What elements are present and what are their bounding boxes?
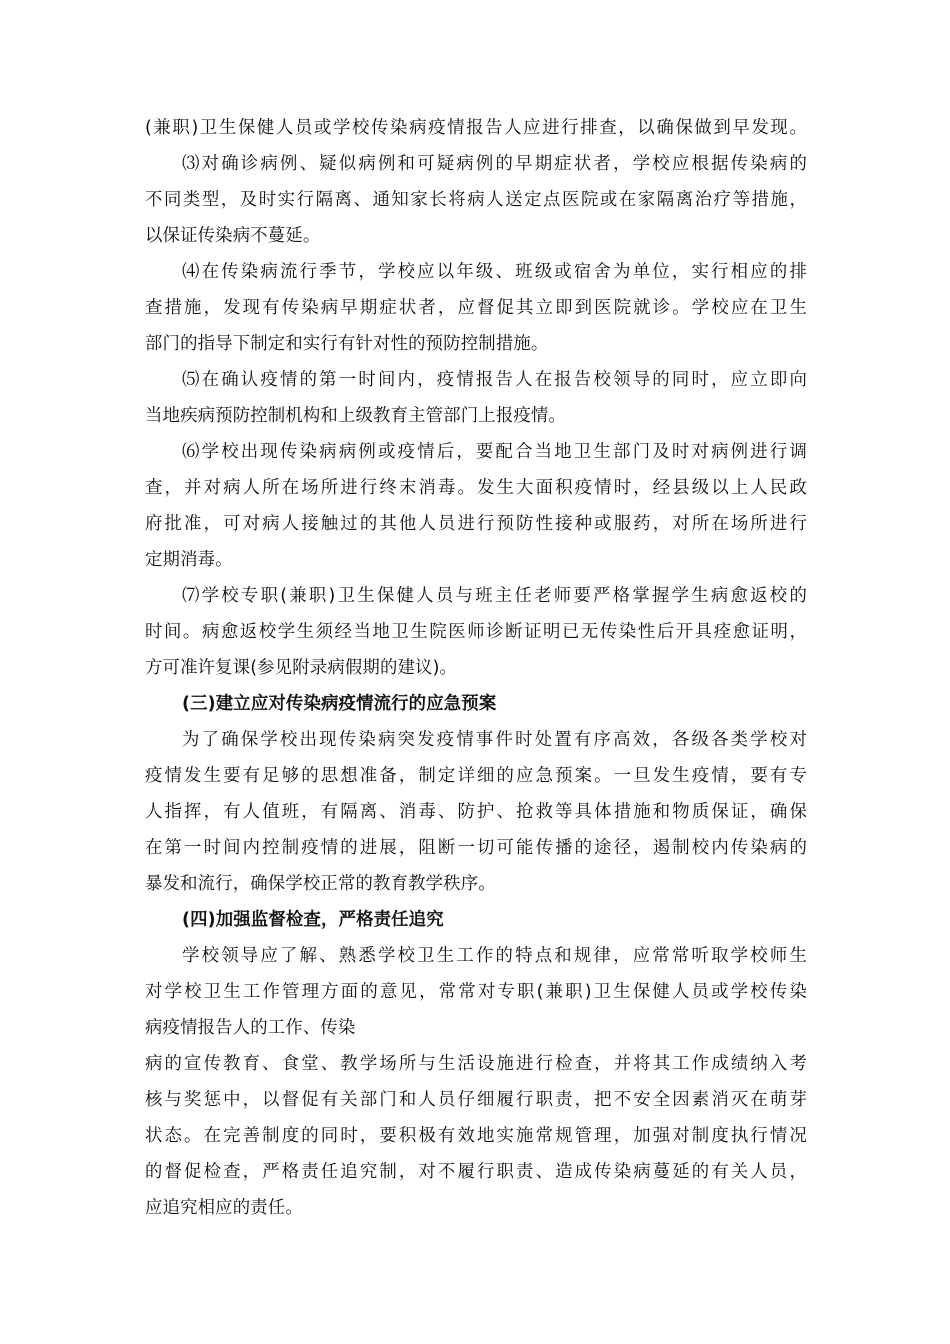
text-line: 时间。病愈返校学生须经当地卫生院医师诊断证明已无传染性后开具痊愈证明， bbox=[145, 622, 807, 642]
text-line: ⑺学校专职(兼职)卫生保健人员与班主任老师要严格掌握学生病愈返校的 bbox=[182, 586, 807, 606]
text-line: 病疫情报告人的工作、传染 bbox=[145, 1018, 356, 1038]
text-line: 以保证传染病不蔓延。 bbox=[145, 226, 321, 246]
text-line: (兼职)卫生保健人员或学校传染病疫情报告人应进行排查，以确保做到早发现。 bbox=[145, 118, 807, 138]
text-line: 学校领导应了解、熟悉学校卫生工作的特点和规律，应常常听取学校师生 bbox=[182, 946, 807, 966]
text-line: 暴发和流行，确保学校正常的教育教学秩序。 bbox=[145, 874, 496, 894]
text-line: 核与奖惩中，以督促有关部门和人员仔细履行职责，把不安全因素消灭在萌芽 bbox=[145, 1090, 807, 1110]
text-line: ⑶对确诊病例、疑似病例和可疑病例的早期症状者，学校应根据传染病的 bbox=[182, 154, 807, 174]
text-line: 人指挥，有人值班，有隔离、消毒、防护、抢救等具体措施和物质保证，确保 bbox=[145, 802, 807, 822]
text-line: ⑸在确认疫情的第一时间内，疫情报告人在报告校领导的同时，应立即向 bbox=[182, 370, 807, 390]
text-line: 病的宣传教育、食堂、教学场所与生活设施进行检查，并将其工作成绩纳入考 bbox=[145, 1054, 807, 1074]
text-line: 定期消毒。 bbox=[145, 550, 233, 570]
text-column bbox=[145, 110, 807, 1226]
text-line: 不同类型，及时实行隔离、通知家长将病人送定点医院或在家隔离治疗等措施， bbox=[145, 190, 807, 210]
text-line: 应追究相应的责任。 bbox=[145, 1198, 303, 1218]
text-line: 在第一时间内控制疫情的进展，阻断一切可能传播的途径，遏制校内传染病的 bbox=[145, 838, 807, 858]
text-line: 对学校卫生工作管理方面的意见，常常对专职(兼职)卫生保健人员或学校传染 bbox=[145, 982, 807, 1002]
text-line: 状态。在完善制度的同时，要积极有效地实施常规管理，加强对制度执行情况 bbox=[145, 1126, 807, 1146]
text-line: 查措施，发现有传染病早期症状者，应督促其立即到医院就诊。学校应在卫生 bbox=[145, 298, 807, 318]
section-heading: (三)建立应对传染病疫情流行的应急预案 bbox=[182, 694, 497, 714]
text-line: 府批准，可对病人接触过的其他人员进行预防性接种或服药，对所在场所进行 bbox=[145, 514, 807, 534]
text-line: 方可准许复课(参见附录病假期的建议)。 bbox=[145, 658, 458, 678]
text-line: ⑹学校出现传染病病例或疫情后，要配合当地卫生部门及时对病例进行调 bbox=[182, 442, 807, 462]
text-line: 查，并对病人所在场所进行终末消毒。发生大面积疫情时，经县级以上人民政 bbox=[145, 478, 807, 498]
text-line: 的督促检查，严格责任追究制，对不履行职责、造成传染病蔓延的有关人员， bbox=[145, 1162, 807, 1182]
section-heading: (四)加强监督检查，严格责任追究 bbox=[182, 910, 444, 930]
text-line: 疫情发生要有足够的思想准备，制定详细的应急预案。一旦发生疫情，要有专 bbox=[145, 766, 807, 786]
text-line: 当地疾病预防控制机构和上级教育主管部门上报疫情。 bbox=[145, 406, 566, 426]
text-line: 为了确保学校出现传染病突发疫情事件时处置有序高效，各级各类学校对 bbox=[182, 730, 807, 750]
text-line: 部门的指导下制定和实行有针对性的预防控制措施。 bbox=[145, 334, 549, 354]
text-line: ⑷在传染病流行季节，学校应以年级、班级或宿舍为单位，实行相应的排 bbox=[182, 262, 807, 282]
